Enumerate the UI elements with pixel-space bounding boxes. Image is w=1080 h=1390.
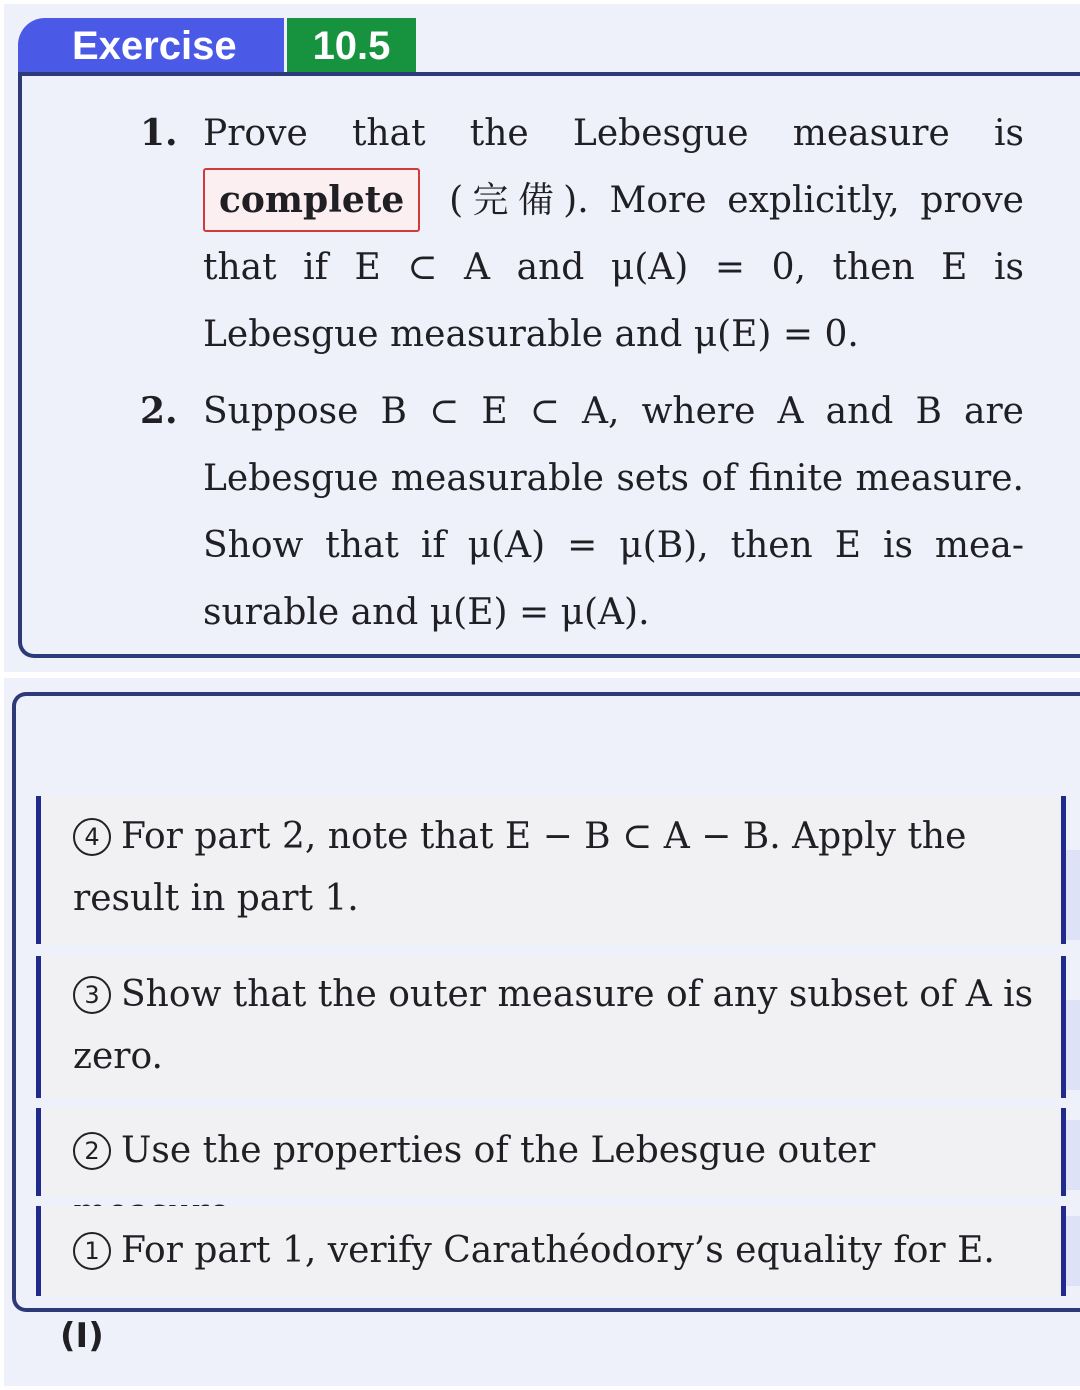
exercise-label: Exercise: [18, 18, 284, 72]
keyword-highlight: complete: [203, 168, 420, 232]
hint-3[interactable]: [36, 956, 1066, 1098]
item-line: Lebesgue measurable sets of finite measure.: [203, 458, 1024, 499]
hint-line: 4 For part 2, note that E − B ⊂ A − B. Apply the: [73, 806, 1047, 868]
side-toggle-strip[interactable]: [1066, 1216, 1080, 1286]
hint-line: 1 For part 1, verify Carathéodory’s equality for E.: [73, 1220, 1047, 1282]
hint-line: result in part 1.: [73, 878, 359, 919]
hint-2[interactable]: [36, 1108, 1066, 1196]
circled-number-marker: 1: [73, 1232, 111, 1270]
hint-1[interactable]: [36, 1206, 1066, 1296]
side-toggle-strip[interactable]: [1066, 850, 1080, 940]
item-number: 2.: [140, 390, 178, 432]
item-line: [203, 167, 1024, 234]
circled-number-marker: 3: [73, 976, 111, 1014]
exercise-number: 10.5: [287, 18, 416, 72]
circled-number-marker: 2: [73, 1132, 111, 1170]
item-line: Suppose B ⊂ E ⊂ A, where A and B are: [203, 391, 1024, 432]
item-number: 1.: [140, 112, 178, 154]
item-line-rest: (完備). More explicitly, prove: [449, 180, 1024, 221]
circled-number-marker: 4: [73, 818, 111, 856]
hint-line: 3 Show that the outer measure of any subset of A is: [73, 964, 1047, 1026]
footer-mark: (I): [60, 1316, 104, 1356]
hint-line: zero.: [73, 1036, 163, 1077]
hint-line: 2 Use the properties of the Lebesgue outer: [73, 1120, 1047, 1244]
hint-4[interactable]: [36, 796, 1066, 944]
item-line: Lebesgue measurable and μ(E) = 0.: [203, 314, 859, 355]
item-line: Prove that the Lebesgue measure is: [203, 113, 1024, 154]
item-line: that if E ⊂ A and μ(A) = 0, then E is: [203, 247, 1024, 288]
item-line: Show that if μ(A) = μ(B), then E is mea-: [203, 525, 1024, 566]
side-toggle-strip[interactable]: [1066, 1120, 1080, 1190]
item-line: surable and μ(E) = μ(A).: [203, 592, 650, 633]
side-toggle-strip[interactable]: [1066, 1000, 1080, 1090]
